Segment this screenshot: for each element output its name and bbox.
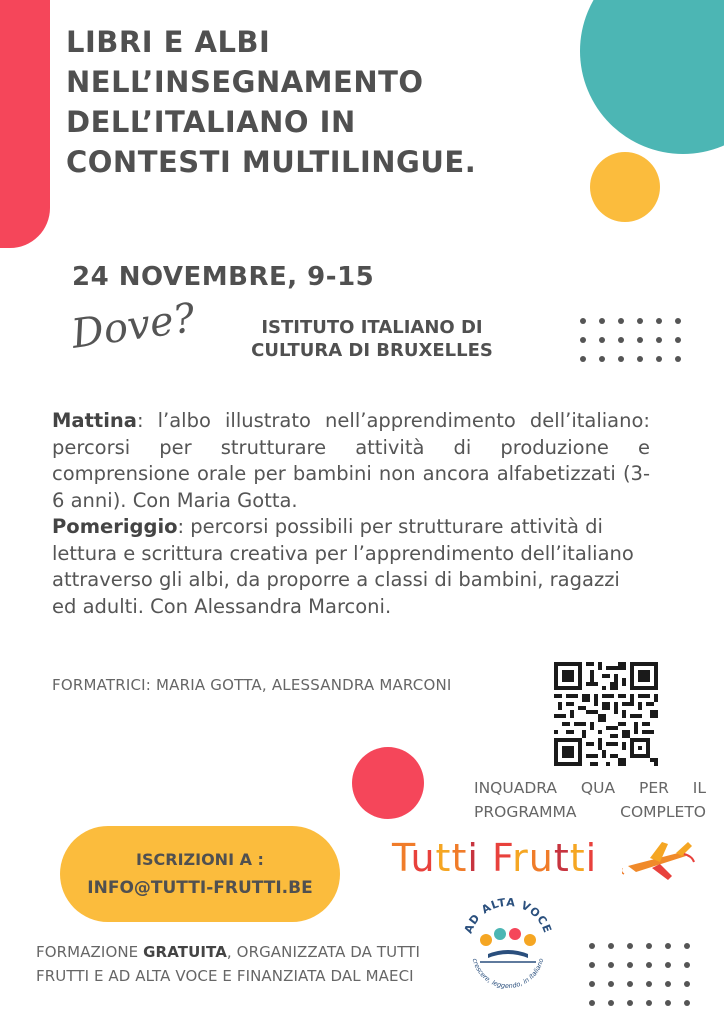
registration-label: ISCRIZIONI A : [136, 850, 264, 869]
morning-session [52, 408, 650, 514]
footer-note [36, 940, 456, 988]
ad-alta-voce-tagline: crescere, leggendo, in italiano [470, 957, 546, 991]
page-title: LIBRI E ALBI NELL’INSEGNAMENTO DELL’ITALIANO IN CONTESTI MULTILINGUE. [66, 25, 477, 179]
footer-part1: FORMAZIONE [36, 943, 144, 961]
qr-caption: INQUADRA QUA PER IL PROGRAMMA COMPLETO [474, 779, 706, 821]
red-decorative-circle [352, 747, 424, 819]
ad-alta-voce-text: AD ALTA VOCE [461, 895, 555, 936]
trainers-line: FORMATRICI: MARIA GOTTA, ALESSANDRA MARCONI [52, 676, 452, 694]
event-date: 24 NOVEMBRE, 9-15 [72, 262, 375, 292]
teal-decorative-circle [580, 0, 724, 154]
morning-text: : l’albo illustrato nell’apprendimento dell’italiano: percorsi per strutturare attività di produzione e comprensione orale per bambini non ancora alfabetizzati (3-6 anni). Con Maria Gotta. [52, 409, 650, 512]
dot-grid-bottom [589, 943, 690, 1006]
afternoon-text: : percorsi possibili per strutturare attività di lettura e scrittura creativa per l’apprendimento dell’italiano attraverso gli albi, da proporre a classi di bambini, ragazzi ed adulti. Con Alessandra Marconi. [52, 515, 634, 618]
footer-part2: , ORGANIZZATA DA TUTTI FRUTTI E AD ALTA VOCE E FINANZIATA DAL MAECI [36, 943, 421, 985]
yellow-decorative-circle [590, 152, 660, 222]
morning-label: Mattina [52, 409, 137, 432]
afternoon-label: Pomeriggio [52, 515, 178, 538]
qr-code[interactable] [554, 662, 658, 766]
where-label: Dove? [68, 294, 198, 358]
registration-email[interactable]: INFO@TUTTI-FRUTTI.BE [87, 878, 313, 898]
red-decorative-bar [0, 0, 50, 248]
dot-grid-top [580, 318, 681, 362]
svg-text:AD ALTA VOCE [462, 896, 555, 936]
afternoon-session [52, 514, 650, 620]
registration-button[interactable] [60, 826, 340, 922]
airplane-icon [622, 838, 698, 884]
venue-name: ISTITUTO ITALIANO DI CULTURA DI BRUXELLES [251, 317, 493, 361]
footer-free: GRATUITA [143, 943, 227, 961]
ad-alta-voce-logo [458, 892, 558, 992]
program-description [52, 408, 650, 620]
tutti-frutti-logo: Tutti Frutti [392, 836, 598, 880]
